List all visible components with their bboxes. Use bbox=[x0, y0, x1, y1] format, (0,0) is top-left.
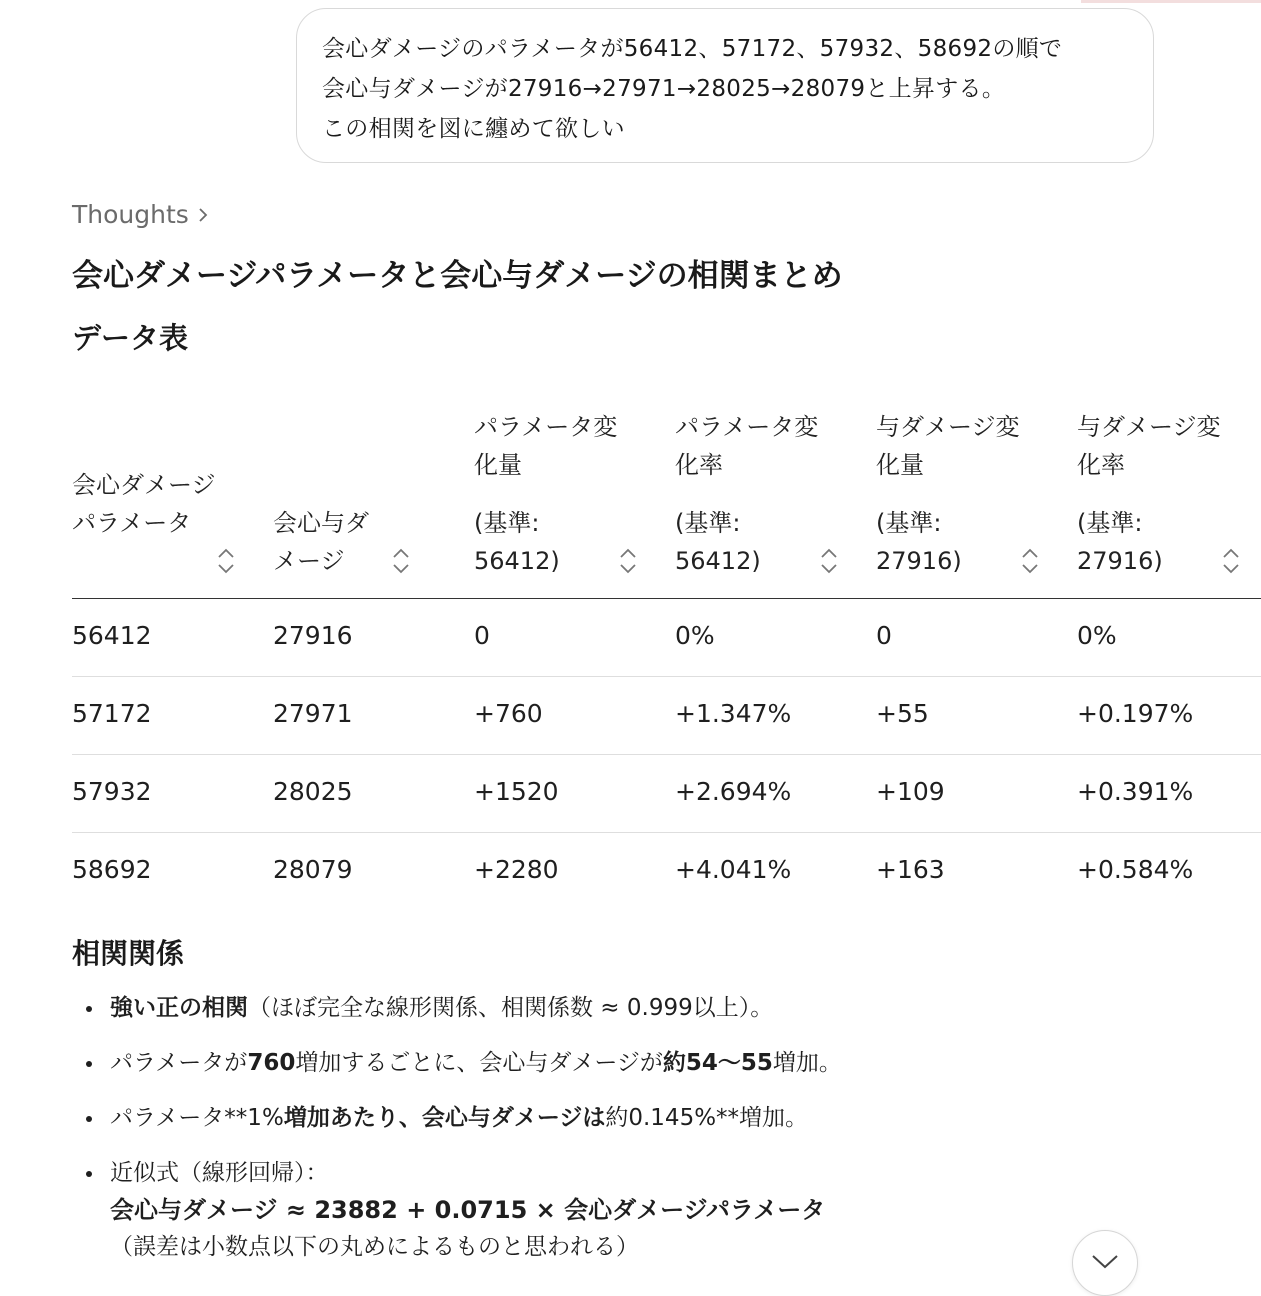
bullet-4-label: 近似式（線形回帰）： bbox=[110, 1160, 329, 1186]
column-header-param-delta-line2: 化量 bbox=[474, 451, 522, 479]
bullet-1-text: （ほぼ完全な線形関係、相関係数 ≈ 0.999以上）。 bbox=[248, 995, 774, 1021]
column-header-param[interactable] bbox=[72, 466, 216, 580]
list-item bbox=[82, 1100, 842, 1137]
table-cell: 28079 bbox=[273, 855, 353, 884]
top-accent-bar bbox=[1081, 0, 1261, 3]
column-header-param-rate-note2: 56412) bbox=[675, 547, 761, 575]
chevron-right-icon bbox=[195, 207, 211, 223]
column-header-damage-rate[interactable] bbox=[1077, 408, 1221, 580]
table-cell: +0.391% bbox=[1077, 777, 1194, 806]
column-header-damage-rate-line2: 化率 bbox=[1077, 451, 1125, 479]
table-cell: 27971 bbox=[273, 699, 353, 728]
table-cell: 0% bbox=[1077, 621, 1117, 650]
response-title: 会心ダメージパラメータと会心与ダメージの相関まとめ bbox=[72, 258, 843, 294]
bullet-dot bbox=[86, 1061, 92, 1067]
table-cell: +0.197% bbox=[1077, 699, 1194, 728]
column-header-param-delta-note2: 56412) bbox=[474, 547, 560, 575]
table-row bbox=[72, 599, 1261, 677]
column-header-damage-delta-note2: 27916) bbox=[876, 547, 962, 575]
column-header-param-delta-line1: パラメータ変 bbox=[474, 413, 618, 441]
regression-formula: 会心与ダメージ ≈ 23882 + 0.0715 × 会心ダメージパラメータ bbox=[110, 1196, 826, 1224]
user-message-line-2: 会心与ダメージが27916→27971→28025→28079と上昇する。 bbox=[322, 76, 1006, 102]
column-header-param-line2: パラメータ bbox=[72, 509, 192, 537]
thoughts-label: Thoughts bbox=[72, 200, 189, 229]
user-message-bubble bbox=[296, 8, 1154, 163]
table-cell: +55 bbox=[876, 699, 929, 728]
table-row bbox=[72, 755, 1261, 833]
column-header-param-spacer bbox=[72, 542, 216, 580]
bullet-3-pre: パラメータ**1% bbox=[110, 1105, 284, 1131]
column-header-param-rate-line2: 化率 bbox=[675, 451, 723, 479]
column-header-damage-rate-line1: 与ダメージ変 bbox=[1077, 413, 1221, 441]
column-header-damage-line2: メージ bbox=[273, 547, 345, 575]
column-header-param-delta-note1: (基準: bbox=[474, 509, 540, 537]
column-header-param-rate[interactable] bbox=[675, 408, 818, 580]
sort-updown-icon[interactable] bbox=[215, 544, 237, 578]
table-cell: +2280 bbox=[474, 855, 559, 884]
column-header-damage-line1: 会心与ダ bbox=[273, 509, 369, 537]
correlation-heading: 相関関係 bbox=[72, 937, 185, 970]
column-header-damage-delta-line1: 与ダメージ変 bbox=[876, 413, 1020, 441]
bullet-2-pre: パラメータが bbox=[110, 1050, 248, 1076]
column-header-param-line1: 会心ダメージ bbox=[72, 471, 216, 499]
bullet-1-bold: 強い正の相関 bbox=[110, 995, 248, 1021]
table-cell: 0% bbox=[675, 621, 715, 650]
bullet-2-post: 増加。 bbox=[772, 1050, 842, 1076]
scroll-down-button[interactable] bbox=[1072, 1230, 1138, 1296]
column-header-param-delta[interactable] bbox=[474, 408, 617, 580]
table-cell: +2.694% bbox=[675, 777, 792, 806]
column-header-damage-delta[interactable] bbox=[876, 408, 1020, 580]
thoughts-toggle[interactable] bbox=[72, 200, 211, 229]
data-table bbox=[72, 400, 1261, 910]
bullet-dot bbox=[86, 1116, 92, 1122]
table-cell: +4.041% bbox=[675, 855, 792, 884]
table-cell: 56412 bbox=[72, 621, 152, 650]
bullet-2-bold-2: 約54〜55 bbox=[662, 1050, 773, 1076]
chevron-down-icon bbox=[1090, 1253, 1120, 1271]
user-message-line-1: 会心ダメージのパラメータが56412、57172、57932、58692の順で bbox=[322, 36, 1063, 62]
table-cell: +1.347% bbox=[675, 699, 792, 728]
column-header-damage-delta-line2: 化量 bbox=[876, 451, 924, 479]
table-cell: +1520 bbox=[474, 777, 559, 806]
sort-updown-icon[interactable] bbox=[617, 544, 639, 578]
table-header bbox=[72, 400, 1261, 599]
column-header-damage-rate-note1: (基準: bbox=[1077, 509, 1143, 537]
sort-updown-icon[interactable] bbox=[1019, 544, 1041, 578]
column-header-param-rate-line1: パラメータ変 bbox=[675, 413, 819, 441]
table-cell: +109 bbox=[876, 777, 945, 806]
table-cell: 57172 bbox=[72, 699, 152, 728]
table-cell: 0 bbox=[876, 621, 892, 650]
table-cell: 27916 bbox=[273, 621, 353, 650]
column-header-damage[interactable] bbox=[273, 504, 369, 580]
column-header-damage-rate-note2: 27916) bbox=[1077, 547, 1163, 575]
table-cell: +163 bbox=[876, 855, 945, 884]
sort-updown-icon[interactable] bbox=[1220, 544, 1242, 578]
table-cell: +0.584% bbox=[1077, 855, 1194, 884]
bullet-3-bold: 増加あたり、会心与ダメージは bbox=[283, 1105, 606, 1131]
column-header-damage-delta-note1: (基準: bbox=[876, 509, 942, 537]
bullet-2-mid: 増加するごとに、会心与ダメージが bbox=[295, 1050, 663, 1076]
sort-updown-icon[interactable] bbox=[390, 544, 412, 578]
list-item bbox=[82, 990, 842, 1027]
table-cell: 57932 bbox=[72, 777, 152, 806]
table-cell: +760 bbox=[474, 699, 543, 728]
table-cell: 28025 bbox=[273, 777, 353, 806]
list-item bbox=[82, 1045, 842, 1082]
table-heading: データ表 bbox=[72, 321, 189, 355]
bullet-dot bbox=[86, 1171, 92, 1177]
bullet-4-note: （誤差は小数点以下の丸めによるものと思われる） bbox=[110, 1234, 639, 1260]
table-row bbox=[72, 677, 1261, 755]
column-header-param-rate-note1: (基準: bbox=[675, 509, 741, 537]
correlation-list bbox=[82, 990, 842, 1284]
bullet-3-post: 約0.145%**増加。 bbox=[605, 1105, 809, 1131]
list-item bbox=[82, 1155, 842, 1266]
sort-updown-icon[interactable] bbox=[818, 544, 840, 578]
table-cell: 0 bbox=[474, 621, 490, 650]
bullet-dot bbox=[86, 1006, 92, 1012]
bullet-2-bold-1: 760 bbox=[247, 1050, 296, 1076]
table-cell: 58692 bbox=[72, 855, 152, 884]
user-message-line-3: この相関を図に纏めて欲しい bbox=[322, 116, 625, 142]
table-row bbox=[72, 833, 1261, 910]
